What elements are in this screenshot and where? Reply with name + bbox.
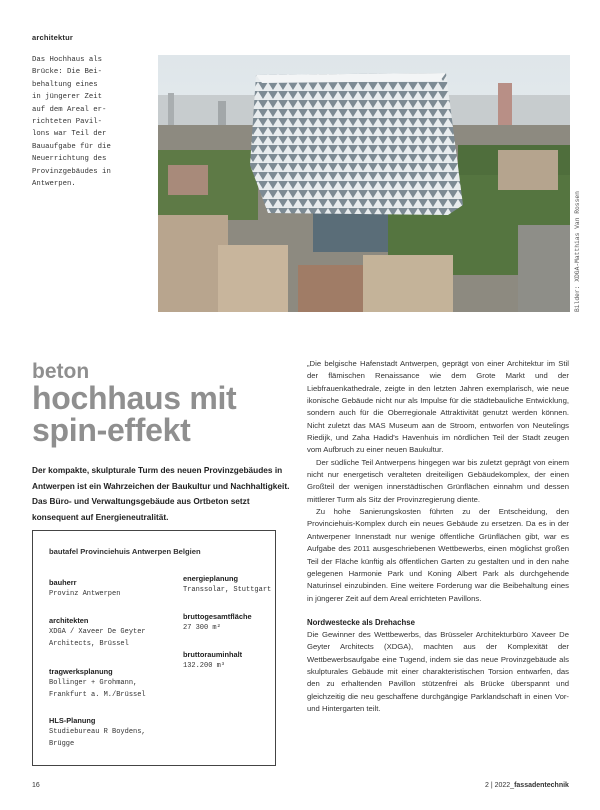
fact-value: XDGA / Xaveer De Geyter Architects, Brüssel [49, 628, 146, 648]
fact-label: architekten [49, 616, 89, 625]
headline: hochhaus mit spin-effekt [32, 380, 237, 448]
lead-paragraph: Der kompakte, skulpturale Turm des neuen Provinzgebäudes in Antwerpen ist ein Wahrzeichen der Baukultur und Nachhaltigkeit. Das Büro- und Verwaltungsgebäude aus Ortbeton setzt konsequent auf Energieneutralität. [32, 465, 290, 522]
fact-value: 27 300 m² [183, 624, 221, 632]
fact-tragwerk [49, 666, 167, 701]
photo-credit: Bilder: XDGA-Matthias Van Rossen [574, 191, 581, 312]
fact-value: Studiebureau R Boydens, Brügge [49, 728, 146, 748]
fact-hls [49, 715, 167, 750]
fact-value: Transsolar, Stuttgart [183, 586, 272, 594]
page-number: 16 [32, 782, 40, 789]
fact-value: 132.200 m³ [183, 662, 226, 670]
fact-energie [183, 573, 301, 596]
magazine-name: fassadentechnik [514, 782, 569, 789]
fact-label: bauherr [49, 578, 77, 587]
fact-label: bruttogesamtfläche [183, 612, 252, 621]
fact-architekten [49, 615, 167, 650]
fact-label: HLS-Planung [49, 716, 96, 725]
kicker: beton [32, 360, 90, 383]
fact-bri [183, 649, 301, 672]
body-paragraph: Die Gewinner des Wettbewerbs, das Brüsseler Architekturbüro Xaveer De Geyter Architects (XDGA), machten aus der Komplexität der Wettbewerbsaufgabe eine Tugend, indem sie das neue Provinzgebäude als skulpturales Gebäude mit einer charakteristischen Torsion entwarfen, das den zu erhaltenden Pavillon stützenfrei als Brücke überspannt und gleichzeitig die neu geschaffene durchgängige Parklandschaft in einen Vor- und Hintergarten teilt. [307, 629, 569, 713]
building-photo [158, 55, 570, 312]
body-paragraph: Der südliche Teil Antwerpens hingegen war bis zuletzt geprägt von einem nicht nur energetisch veralteten dreiteiligen Gebäudekomplex, der einen Großteil der wenigen innerstädtischen Grünflächen einnahm und dessen mittlerer Turm als Sitz der Provinzregierung diente. [307, 457, 569, 504]
photo-caption: Das Hochhaus als Brücke: Die Bei- behaltung eines in jüngerer Zeit auf dem Areal er- richteten Pavil- lons war Teil der Bauaufgabe für die Neuerrichtung des Provinzgebäudes in Antwerpen. [32, 56, 111, 189]
fact-label: tragwerksplanung [49, 667, 113, 676]
fact-box-title: bautafel Provinciehuis Antwerpen Belgien [49, 547, 201, 556]
fact-value: Provinz Antwerpen [49, 590, 121, 598]
fact-box [32, 530, 276, 766]
fact-bgf [183, 611, 301, 634]
body-paragraph: Zu hohe Sanierungskosten führten zu der Entscheidung, den Provinciehuis-Komplex durch ein neues Gebäude zu ersetzen. Da es in der Antwerpener Innenstadt nur wenige öffentliche Grünflächen gibt, war es Aufgabe des 2011 ausgeschriebenen Wettbewerbs, einen möglichst großen Teil der Fläche künftig als öffentlichen Garten zu gestalten und in den nahe gelegenen Harmonie Park und Koning Albert Park als durchgehende Naturinsel einzubinden. Eine weitere Forderung war die Beibehaltung eines in jüngerer Zeit auf dem Areal errichteten Pavillons. [307, 507, 569, 603]
issue-number: 2 | 2022_ [485, 782, 515, 789]
subheading: Nordwestecke als Drehachse [307, 617, 415, 627]
fact-label: energieplanung [183, 574, 239, 583]
footer-issue [485, 782, 569, 789]
body-paragraph: „Die belgische Hafenstadt Antwerpen, geprägt von einer Architektur im Stil der flämischen Renaissance wie dem Grote Markt und der Liebfrauenkathedrale, zeigte in den letzten Jahren exemplarisch, wie neue ikonische Gebäude nicht nur als Impulse für die städtebauliche Entwicklung, sondern auch für die Oberregionale Attraktivität genutzt werden können. Nicht zuletzt das MAS Museum aan de Stroom, entworfen von Neutelings Riedijk, und Zaha Hadid's Havenhuis im nördlichen Teil der Stadt zeugen vom Aufbruch zu einer neuen Baukultur. [307, 359, 569, 455]
fact-label: bruttorauminhalt [183, 650, 243, 659]
fact-bauherr [49, 577, 167, 600]
article-body [307, 358, 569, 715]
section-label: architektur [32, 33, 73, 42]
fact-value: Bollinger + Grohmann, Frankfurt a. M./Brüssel [49, 679, 146, 699]
